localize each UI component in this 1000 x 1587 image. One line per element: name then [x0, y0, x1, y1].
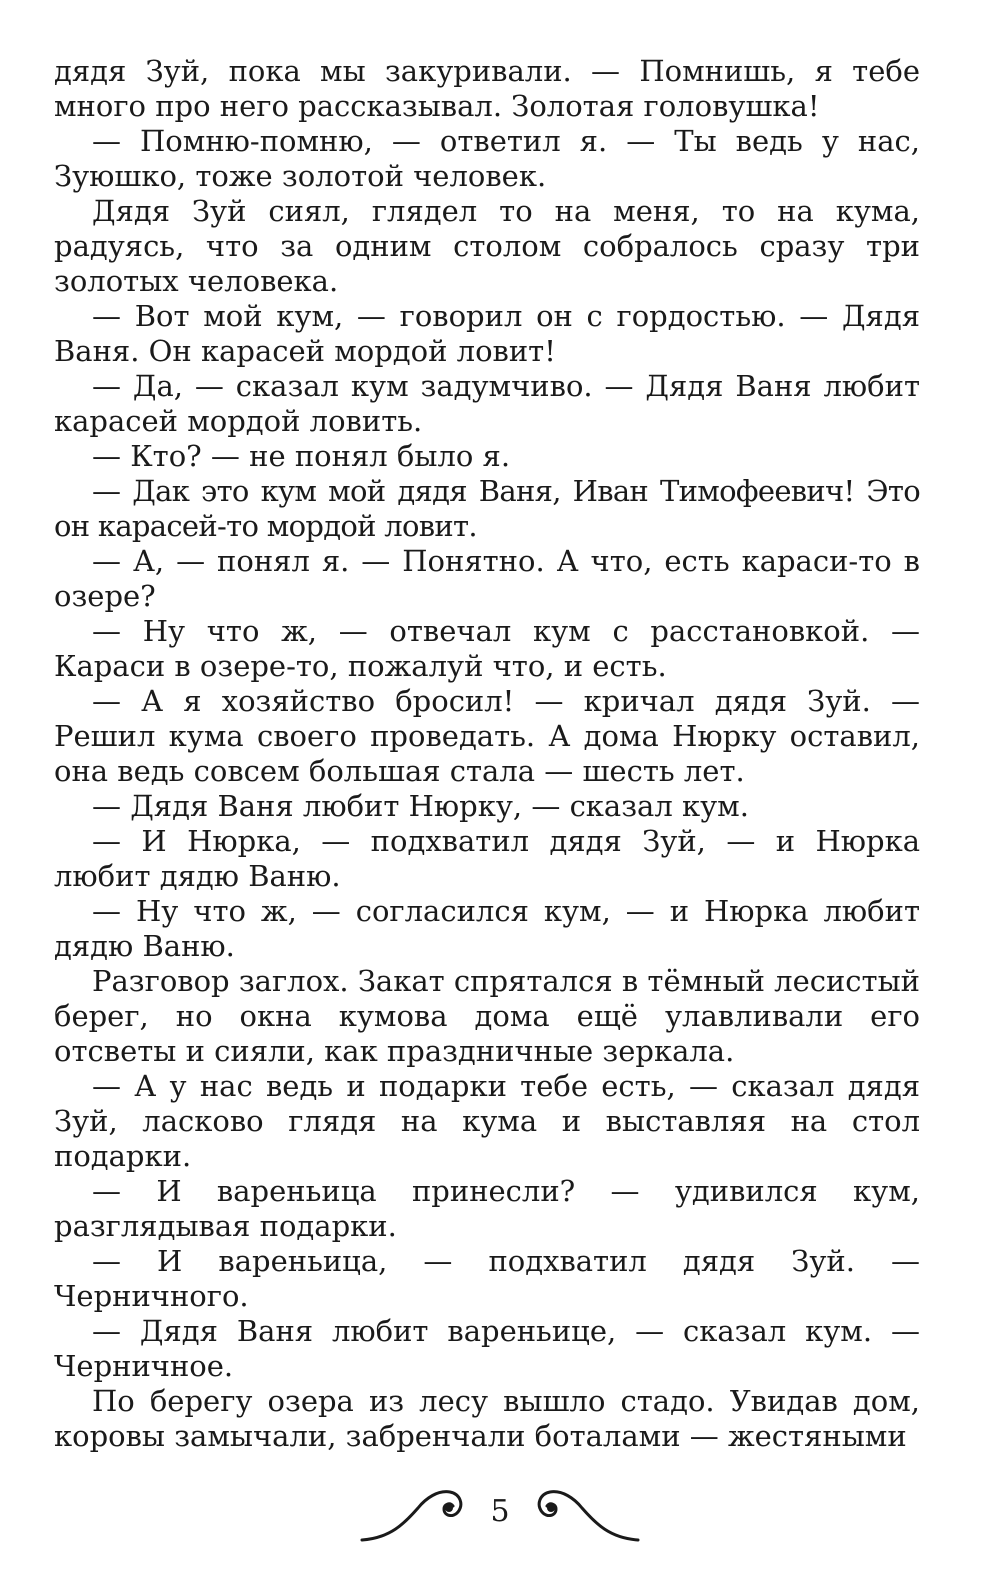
- paragraph: — Дядя Ваня любит Нюрку, — сказал кум.: [92, 789, 749, 823]
- paragraph: — И вареньица принесли? — удивился кум, разглядывая подарки.: [54, 1174, 920, 1243]
- paragraph: Разговор заглох. Закат спрятался в тёмный лесистый берег, но окна кумова дома ещё улавливали его отсветы и сияли, как праздничные зеркала.: [54, 964, 920, 1068]
- paragraph: — Дядя Ваня любит вареньице, — сказал кум. — Черничное.: [54, 1314, 920, 1383]
- paragraph: — А, — понял я. — Понятно. А что, есть караси-то в озере?: [54, 544, 920, 613]
- paragraph: — Вот мой кум, — говорил он с гордостью. — Дядя Ваня. Он карасей мордой ловит!: [54, 299, 920, 368]
- left-flourish-icon: [360, 1484, 470, 1546]
- paragraph: — Помню-помню, — ответил я. — Ты ведь у нас, Зуюшко, тоже золотой человек.: [54, 124, 920, 193]
- page-footer: [360, 1482, 640, 1552]
- paragraph: — И Нюрка, — подхватил дядя Зуй, — и Нюрка любит дядю Ваню.: [54, 824, 920, 893]
- paragraph: — Кто? — не понял было я.: [92, 439, 511, 473]
- paragraph: — Ну что ж, — отвечал кум с расстановкой. — Караси в озере-то, пожалуй что, и есть.: [54, 614, 920, 683]
- paragraph: дядя Зуй, пока мы закуривали. — Помнишь, я тебе много про него рассказывал. Золотая головушка!: [54, 54, 920, 123]
- paragraph: — А я хозяйство бросил! — кричал дядя Зуй. — Решил кума своего проведать. А дома Нюрку оставил, она ведь совсем большая стала — шесть лет.: [54, 684, 920, 788]
- paragraph: — Да, — сказал кум задумчиво. — Дядя Ваня любит карасей мордой ловить.: [54, 369, 920, 438]
- paragraph: Дядя Зуй сиял, глядел то на меня, то на кума, радуясь, что за одним столом собралось сразу три золотых человека.: [54, 194, 920, 298]
- paragraph: — Ну что ж, — согласился кум, — и Нюрка любит дядю Ваню.: [54, 894, 920, 963]
- paragraph: — А у нас ведь и подарки тебе есть, — сказал дядя Зуй, ласково глядя на кума и выставляя на стол подарки.: [54, 1069, 920, 1173]
- page-body: [54, 54, 920, 1454]
- page-number: 5: [490, 1493, 510, 1529]
- paragraph: По берегу озера из лесу вышло стадо. Увидав дом, коровы замычали, забренчали боталами — жестяными: [54, 1384, 920, 1453]
- paragraph: — И вареньица, — подхватил дядя Зуй. — Черничного.: [54, 1244, 920, 1313]
- paragraph: — Дак это кум мой дядя Ваня, Иван Тимофеевич! Это он карасей-то мордой ловит.: [54, 474, 920, 543]
- right-flourish-icon: [530, 1484, 640, 1546]
